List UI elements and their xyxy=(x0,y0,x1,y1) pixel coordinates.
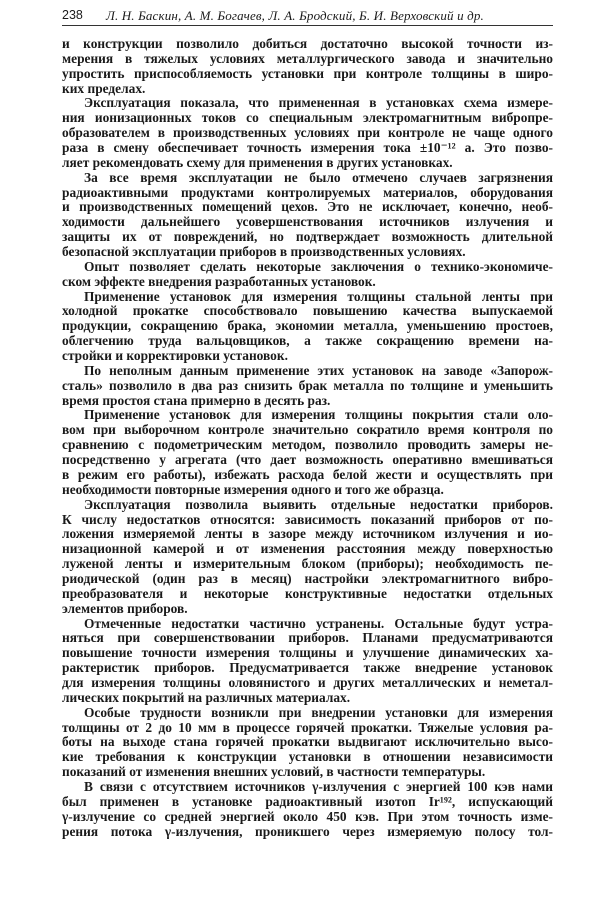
text-line: время простоя стана примерно в десять раз. xyxy=(62,392,331,408)
text-line: и конструкции позволило добиться достаточно высокой точности из- xyxy=(62,36,553,51)
paragraph xyxy=(62,364,553,409)
text-line: луженой ленты и измерительным блоком (приборы); необходимость пе- xyxy=(62,556,553,572)
text-line: образователем в производственных условиях при контроле не чаще одного xyxy=(62,125,553,141)
paragraph xyxy=(62,408,553,497)
paragraph xyxy=(62,617,553,706)
text-line: рактеристик приборов. Предусматривается также внедрение установок xyxy=(62,660,553,676)
text-line: низационной камерой и от изменения расстояния между поверхностью xyxy=(62,541,553,557)
text-line: γ-излучение со средней энергией около 450 кэв. При этом точность изме- xyxy=(62,808,553,824)
text-line: ляет рекомендовать схему для применения в других установках. xyxy=(62,154,453,170)
text-line: Отмеченные недостатки частично устранены. Остальные будут устра- xyxy=(84,615,553,631)
text-line: безопасной эксплуатации приборов в производственных условиях. xyxy=(62,244,466,260)
text-line: По неполным данным применение этих установок на заводе «Запорож- xyxy=(84,362,553,378)
text-line: Применение установок для измерения толщины покрытия стали оло- xyxy=(84,407,553,423)
text-line: Применение установок для измерения толщины стальной ленты при xyxy=(84,288,553,304)
text-line: ходимости дальнейшего усовершенствования источников излучения и xyxy=(62,214,553,230)
text-line: сталь» позволило в два раз снизить брак металла по толщине и уменьшить xyxy=(62,377,553,393)
text-line: раза в смену обеспечивает точность измерения тока ±10⁻¹² а. Это позво- xyxy=(62,140,553,156)
paragraph xyxy=(62,37,553,96)
text-line: кие требования к конструкции установки в отношении независимости xyxy=(62,749,553,765)
text-line: сравнению с подометрическим методом, позволило проводить замеры не- xyxy=(62,437,553,453)
text-line: лических покрытий на различных материалах. xyxy=(62,689,351,705)
text-line: боты на выходе стана горячей прокатки выдвигают исключительно высо- xyxy=(62,734,553,750)
text-line: В связи с отсутствием источников γ-излучения с энергией 100 кэв нами xyxy=(84,778,553,794)
text-line: и производственных помещений цехов. Это не исключает, конечно, необ- xyxy=(62,199,553,215)
text-line: преобразователя и некоторые конструктивные недостатки отдельных xyxy=(62,585,553,601)
paragraph xyxy=(62,171,553,260)
paragraph xyxy=(62,498,553,617)
text-line: радиоактивными продуктами контролируемых материалов, оборудования xyxy=(62,184,553,200)
text-line: упростить приспособляемость установки при контроле толщины в широ- xyxy=(62,65,553,81)
text-line: показаний от изменения внешних условий, в частности температуры. xyxy=(62,764,486,780)
text-line: К числу недостатков относятся: зависимость показаний приборов от по- xyxy=(62,511,553,527)
text-line: Эксплуатация показала, что примененная в установках схема измере- xyxy=(84,95,553,111)
text-line: ния ионизационных токов со специальным электромагнитным вибропре- xyxy=(62,110,553,126)
text-line: няться при совершенствовании приборов. Планами предусматриваются xyxy=(62,630,553,646)
paragraph xyxy=(62,96,553,170)
text-line: облегчению труда вальцовщиков, а также сокращению времени на- xyxy=(62,333,553,349)
text-line: защиты их от повреждений, но подтверждает возможность длительной xyxy=(62,229,553,245)
text-line: необходимости повторные измерения одного и того же образца. xyxy=(62,481,444,497)
text-line: ложения измеряемой ленты в зазоре между источником излучения и ио- xyxy=(62,526,553,542)
text-line: холодной прокатке способствовало повышению качества выпускаемой xyxy=(62,303,553,319)
text-line: риодической (один раз в месяц) настройки электромагнитного вибро- xyxy=(62,570,553,586)
running-header-authors: Л. Н. Баскин, А. М. Богачев, Л. А. Бродский, Б. И. Верховский и др. xyxy=(106,8,484,23)
text-line: толщины от 2 до 10 мм в процессе горячей прокатки. Тяжелые условия ра- xyxy=(62,719,553,735)
text-line: повышение точности измерения толщины и улучшение динамических ха- xyxy=(62,645,553,661)
text-line: Особые трудности возникли при внедрении установки для измерения xyxy=(84,704,553,720)
text-line: продукции, сокращению брака, экономии металла, уменьшению простоев, xyxy=(62,318,553,334)
text-line: в режим его работы), избежать расхода белой жести и осуществлять при xyxy=(62,466,553,482)
text-line: был применен в установке радиоактивный изотоп Ir¹⁹², испускающий xyxy=(62,793,553,809)
paragraph xyxy=(62,290,553,364)
paragraph xyxy=(62,780,553,839)
paragraph xyxy=(62,706,553,780)
paragraph xyxy=(62,260,553,290)
text-line: ких пределах. xyxy=(62,80,146,96)
text-line: ском эффекте внедрения разработанных установок. xyxy=(62,273,376,289)
text-line: стройки и корректировки установок. xyxy=(62,348,288,364)
text-line: мерения в тяжелых условиях металлургического завода и значительно xyxy=(62,50,553,66)
running-header xyxy=(62,7,553,26)
text-line: За все время эксплуатации не было отмечено случаев загрязнения xyxy=(84,169,553,185)
text-line: рения потока γ-излучения, проникшего через измеряемую полосу тол- xyxy=(62,823,553,839)
text-line: для измерения толщины оловянистого и других металлических и неметал- xyxy=(62,674,553,690)
text-line: элементов приборов. xyxy=(62,600,188,616)
text-line: посредственно у агрегата (что дает возможность оперативно вмешиваться xyxy=(62,452,553,468)
text-line: Эксплуатация позволила выявить отдельные недостатки приборов. xyxy=(84,496,553,512)
text-line: вом при выборочном контроле значительно сократило время контроля по xyxy=(62,422,553,438)
body-text xyxy=(62,37,553,839)
text-line: Опыт позволяет сделать некоторые заключения о технико-экономиче- xyxy=(84,258,553,274)
page-number: 238 xyxy=(62,8,83,22)
